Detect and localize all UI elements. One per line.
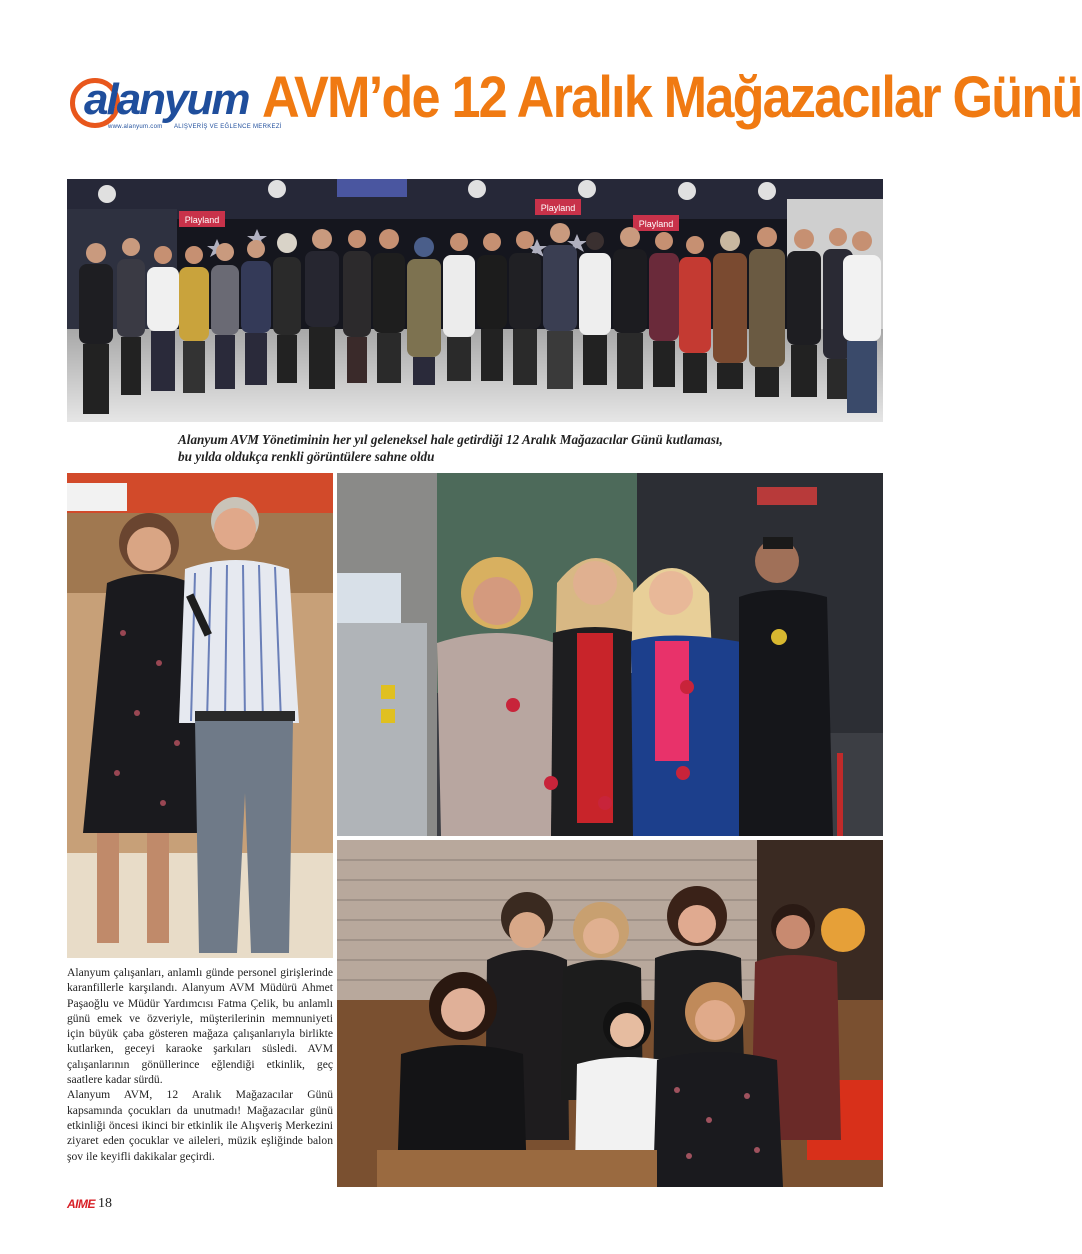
- logo-text: alanyum: [84, 75, 249, 124]
- page-footer: [67, 1194, 112, 1214]
- photo-women-table: [337, 840, 883, 1187]
- magazine-logo: AIME: [67, 1197, 95, 1211]
- article-paragraph-2: Alanyum AVM, 12 Aralık Mağazacılar Günü kapsamında çocukları da unutmadı! Mağazacılar günü etkinliği öncesi ikinci bir etkinlik ile Alışveriş Merkezini ziyaret eden çocuklar ve aileleri, müzik eşliğinde balon şov ile keyifli dakikalar geçirdi.: [67, 1088, 333, 1163]
- playland-sign-3: Playland: [638, 219, 674, 229]
- photo-caption: [178, 431, 818, 465]
- logo-website: www.alanyum.com: [108, 124, 163, 130]
- logo-tagline: ALIŞVERİŞ VE EĞLENCE MERKEZİ: [174, 124, 282, 130]
- caption-line-2: bu yılda oldukça renkli görüntülere sahne oldu: [178, 449, 435, 464]
- headline: AVM’de 12 Aralık Mağazacılar Günü: [262, 65, 1082, 130]
- photo-group-staff: [67, 179, 883, 422]
- playland-sign-1: Playland: [184, 215, 220, 225]
- page-number: 18: [98, 1196, 112, 1211]
- article-paragraph-1: Alanyum çalışanları, anlamlı günde personel girişlerinde karanfillerle karşılandı. Alanyum AVM Müdürü Ahmet Paşaoğlu ve Müdür Yardımcısı Fatma Çelik, bu anlamlı günü emek ve özveriyle, müşterilerinin memnuniyeti için büyük çaba gösteren mağaza çalışanlarıyla birlikte kutlarken, geceyi karaoke şarkıları süsledi. AVM çalışanlarının gönüllerince eğlendiği etkinlik, geç saatlere kadar sürdü.: [67, 966, 333, 1087]
- photo-managers-microphone: [67, 473, 333, 958]
- caption-line-1: Alanyum AVM Yönetiminin her yıl geleneksel hale getirdiği 12 Aralık Mağazacılar Günü kutlaması,: [178, 432, 723, 447]
- photo-women-carnations: [337, 473, 883, 836]
- article-body: [67, 965, 333, 1164]
- playland-sign-2: Playland: [540, 203, 576, 213]
- logo-subtitle: [108, 124, 282, 130]
- alanyum-logo: [70, 74, 282, 132]
